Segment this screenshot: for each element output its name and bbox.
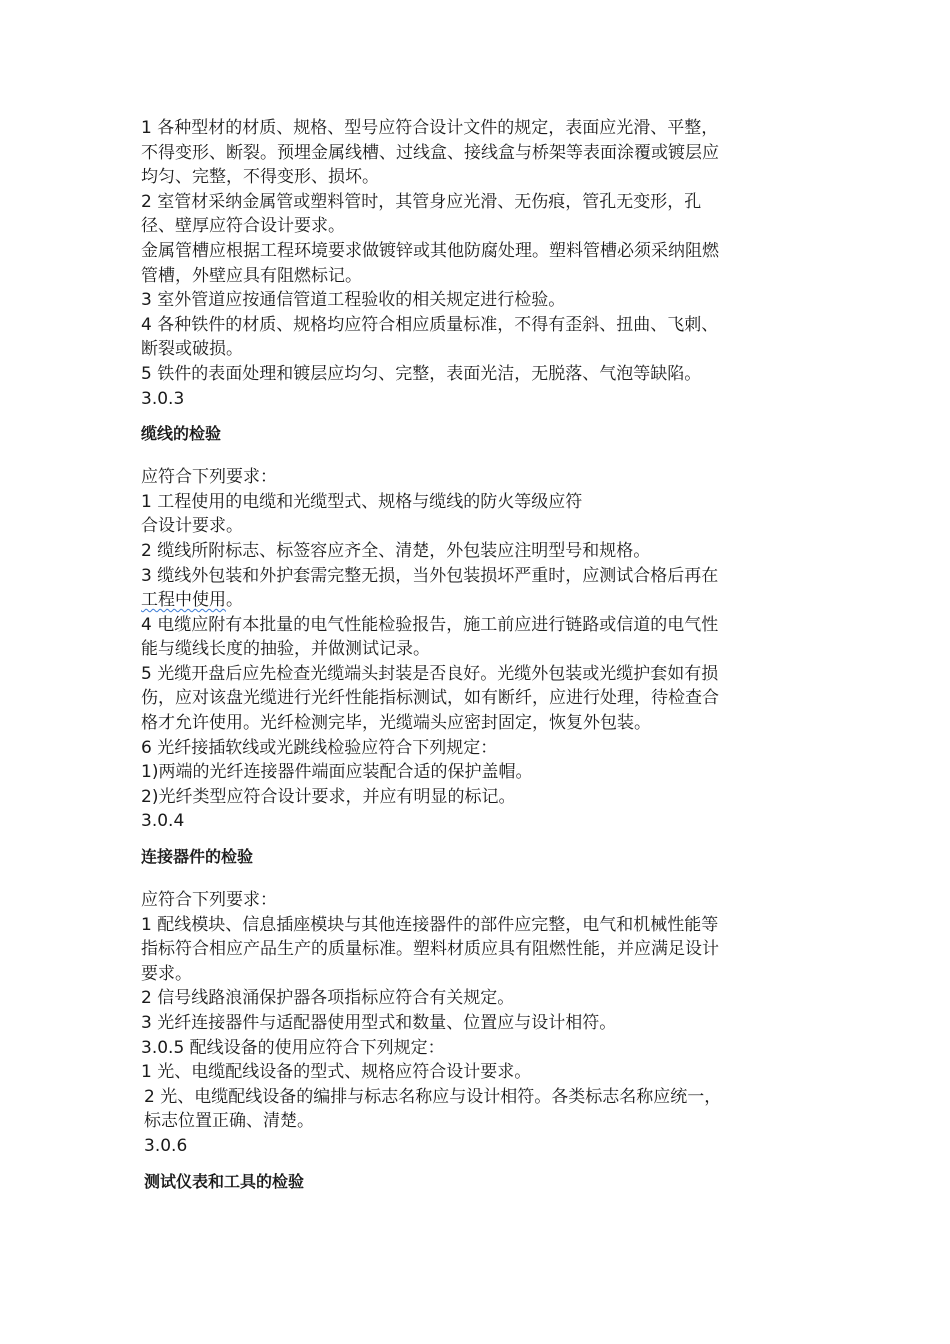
paragraph-line: 1 各种型材的材质、规格、型号应符合设计文件的规定，表面应光滑、平整， [141, 118, 719, 138]
paragraph-line: 伤，应对该盘光缆进行光纤性能指标测试，如有断纤，应进行处理，待检查合 [141, 688, 719, 709]
paragraph-line: 应符合下列要求： [141, 467, 277, 488]
paragraph-line: 能与缆线长度的抽验，并做测试记录。 [141, 639, 430, 660]
section-3-0-2-items [141, 116, 801, 387]
paragraph-line: 3 室外管道应按通信管道工程验收的相关规定进行检验。 [141, 290, 566, 311]
paragraph-line: 2)光纤类型应符合设计要求，并应有明显的标记。 [141, 786, 516, 807]
paragraph-line: 3.0.5 配线设备的使用应符合下列规定： [141, 1037, 445, 1058]
paragraph-line: 标志位置正确、清楚。 [144, 1111, 314, 1132]
spellcheck-underlined-text: 工程中使用 [141, 590, 226, 611]
paragraph-line: 金属管槽应根据工程环境要求做镀锌或其他防腐处理。塑料管槽必须采纳阻燃 [141, 240, 719, 261]
paragraph-text: 。 [226, 590, 243, 611]
section-heading: 缆线的检验 [141, 424, 222, 444]
paragraph-line: 1 配线模块、信息插座模块与其他连接器件的部件应完整，电气和机械性能等 [141, 914, 719, 935]
paragraph-line: 合设计要求。 [141, 516, 243, 537]
paragraph-line: 径、壁厚应符合设计要求。 [141, 216, 345, 237]
section-3-0-3-items [141, 465, 801, 809]
paragraph-line: 2 缆线所附标志、标签容应齐全、清楚，外包装应注明型号和规格。 [141, 540, 651, 561]
paragraph-line [141, 588, 801, 613]
paragraph-line: 5 铁件的表面处理和镀层应均匀、完整，表面光洁，无脱落、气泡等缺陷。 [141, 363, 702, 384]
paragraph-line: 1)两端的光纤连接器件端面应装配合适的保护盖帽。 [141, 762, 533, 783]
paragraph-line: 格才允许使用。光纤检测完毕，光缆端头应密封固定，恢复外包装。 [141, 713, 651, 734]
document-body [141, 116, 801, 1213]
paragraph-line: 4 电缆应附有本批量的电气性能检验报告，施工前应进行链路或信道的电气性 [141, 614, 719, 635]
paragraph-line: 1 光、电缆配线设备的型式、规格应符合设计要求。 [141, 1062, 532, 1083]
section-heading: 测试仪表和工具的检验 [144, 1171, 305, 1191]
section-3-0-4-items [141, 888, 801, 1134]
paragraph-line: 指标符合相应产品生产的质量标准。塑料材质应具有阻燃性能，并应满足设计 [141, 939, 719, 960]
paragraph-line: 不得变形、断裂。预埋金属线槽、过线盒、接线盒与桥架等表面涂覆或镀层应 [141, 142, 719, 163]
paragraph-line: 要求。 [141, 963, 192, 984]
section-number: 3.0.6 [144, 1135, 188, 1156]
paragraph-line: 2 光、电缆配线设备的编排与标志名称应与设计相符。各类标志名称应统一， [144, 1086, 722, 1107]
section-number: 3.0.4 [141, 811, 185, 832]
paragraph-line: 1 工程使用的电缆和光缆型式、规格与缆线的防火等级应符 [141, 491, 583, 512]
paragraph-line: 6 光纤接插软线或光跳线检验应符合下列规定： [141, 737, 498, 758]
paragraph-line: 均匀、完整，不得变形、损坏。 [141, 167, 379, 188]
section-number: 3.0.3 [141, 388, 185, 409]
paragraph-line: 4 各种铁件的材质、规格均应符合相应质量标准，不得有歪斜、扭曲、飞刺、 [141, 314, 719, 335]
paragraph-line: 管槽，外壁应具有阻燃标记。 [141, 265, 362, 286]
paragraph-line: 3 光纤连接器件与适配器使用型式和数量、位置应与设计相符。 [141, 1013, 617, 1033]
paragraph-line: 5 光缆开盘后应先检查光缆端头封装是否良好。光缆外包装或光缆护套如有损 [141, 663, 719, 684]
section-heading: 连接器件的检验 [141, 847, 254, 867]
paragraph-line: 应符合下列要求： [141, 890, 277, 911]
paragraph-line: 2 室管材采纳金属管或塑料管时，其管身应光滑、无伤痕，管孔无变形，孔 [141, 191, 702, 212]
paragraph-line: 2 信号线路浪涌保护器各项指标应符合有关规定。 [141, 988, 515, 1009]
paragraph-line: 断裂或破损。 [141, 339, 243, 360]
paragraph-line: 3 缆线外包装和外护套需完整无损，当外包装损坏严重时，应测试合格后再在 [141, 565, 719, 586]
